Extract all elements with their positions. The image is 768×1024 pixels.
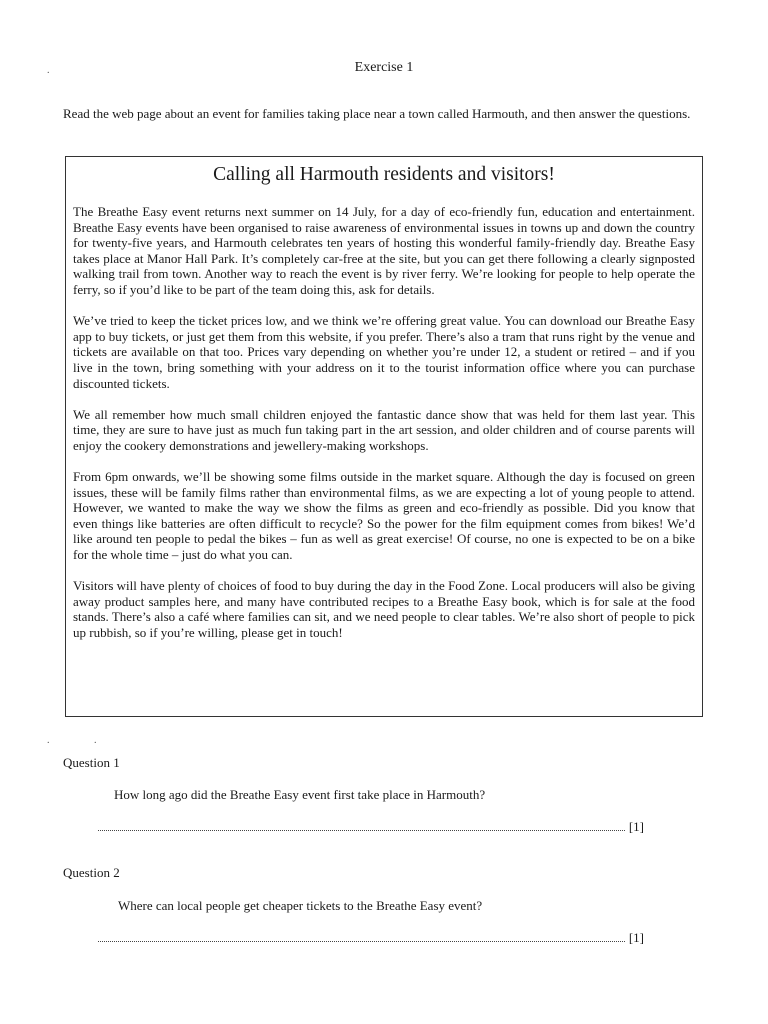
question-1-answer-line[interactable] [98,818,644,835]
question-2-answer-line[interactable] [98,929,644,946]
question-1-text: How long ago did the Breathe Easy event first take place in Harmouth? [114,787,486,802]
article-paragraph: The Breathe Easy event returns next summer on 14 July, for a day of eco-friendly fun, education and entertainment. Breathe Easy events have been organised to raise awareness of environmental issues in towns up and down the country for twenty-five years, and Harmouth celebrates ten years of hosting this wonderful family-friendly day. Breathe Easy takes place at Manor Hall Park. It’s completely car-free at the site, but you can get there following a clearly signposted walking trail from town. Another way to reach the event is by river ferry. We’re looking for people to help operate the ferry, so if you’d like to be part of the team doing this, ask for details. [73,204,695,297]
exercise-title: Exercise 1 [354,60,414,75]
article-paragraph: Visitors will have plenty of choices of food to buy during the day in the Food Zone. Local producers will also be giving away product samples here, and many have contributed recipes to a Breathe Easy book, which is for sale at the food stands. There’s also a café where families can sit, and we need people to clear tables. We’re also short of people to pick up rubbish, so if you’re willing, please get in touch! [73,578,696,641]
article-box [65,156,703,717]
stray-mark: . [94,735,97,746]
answer-dotted-line[interactable] [98,941,625,942]
question-2-label: Question 2 [63,865,120,880]
article-paragraph: From 6pm onwards, we’ll be showing some films outside in the market square. Although the day is focused on green issues, these will be family films rather than environmental films, as we are expecting a lot of young people to attend. However, we wanted to make the way we show the films as green and eco-friendly as possible. Did you know that even things like batteries are often difficult to recycle? So the power for the film equipment comes from bikes! We’d like around ten people to pedal the bikes – fun as well as great exercise! Of course, no one is expected to be on a bike for the whole time – just do what you can. [73,469,695,563]
article-headline: Calling all Harmouth residents and visitors! [213,164,555,185]
question-2-marks: [1] [628,930,644,945]
stray-mark: . [47,735,50,746]
question-1-marks: [1] [628,819,644,834]
question-2-text: Where can local people get cheaper tickets to the Breathe Easy event? [118,898,483,913]
article-paragraph: We all remember how much small children enjoyed the fantastic dance show that was held for them last year. This time, they are sure to have just as much fun taking part in the art session, and older children and of course parents will enjoy the cookery demonstrations and jewellery-making workshops. [73,406,695,453]
intro-text: Read the web page about an event for families taking place near a town called Harmouth, and then answer the questions. [63,106,691,121]
stray-mark: . [47,65,50,76]
answer-dotted-line[interactable] [98,830,625,831]
article-paragraph: We’ve tried to keep the ticket prices low, and we think we’re offering great value. You can download our Breathe Easy app to buy tickets, or just get them from this website, if you prefer. There’s also a tram that runs right by the venue and tickets are available on that too. Prices vary depending on whether you’re under 12, a student or retired – and if you live in the town, bring something with your address on it to the tourist information office where you can purchase discounted tickets. [73,313,695,391]
question-1-label: Question 1 [63,755,120,770]
